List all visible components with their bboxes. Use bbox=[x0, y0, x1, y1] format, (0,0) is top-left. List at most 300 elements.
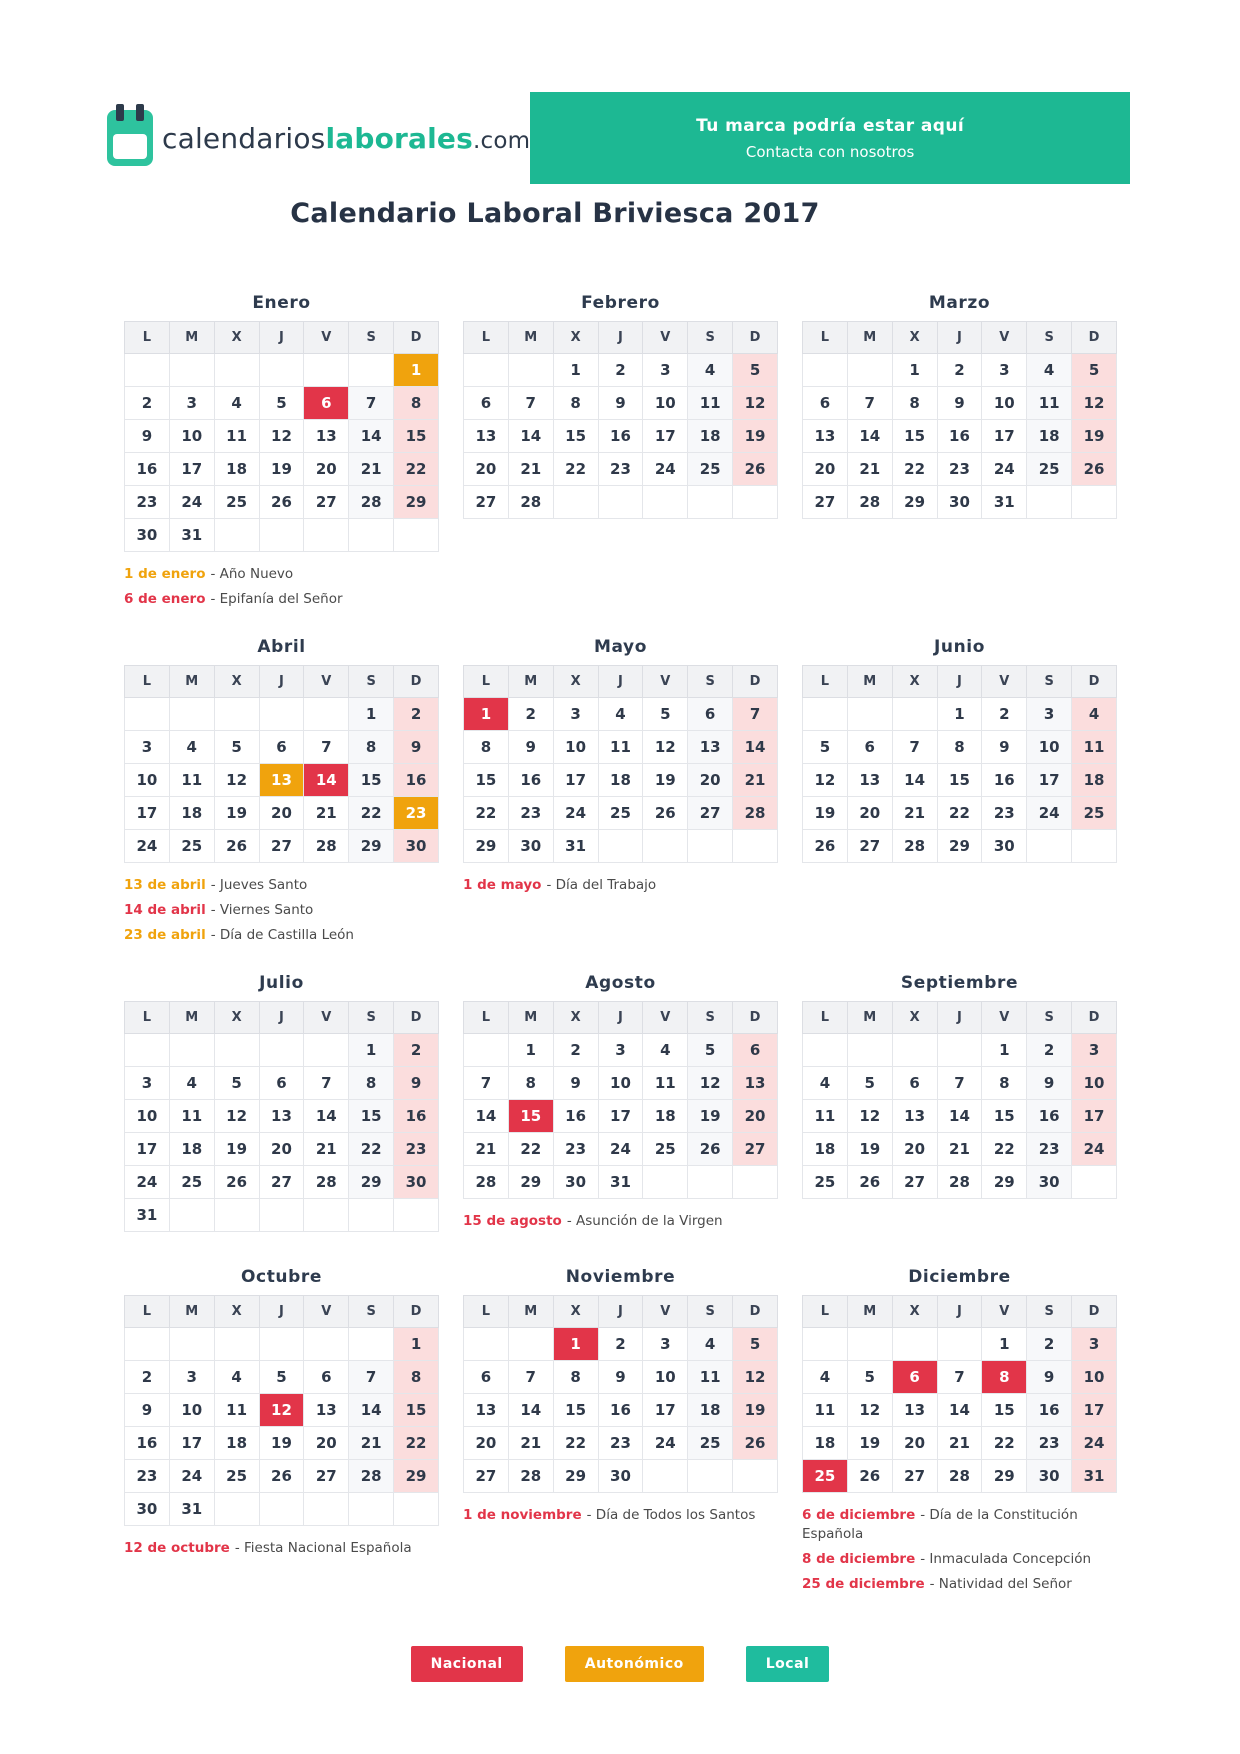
day-cell: 25 bbox=[803, 1166, 848, 1199]
day-cell: 7 bbox=[349, 1361, 394, 1394]
empty-day-cell bbox=[598, 830, 643, 863]
day-cell: 26 bbox=[1072, 453, 1117, 486]
day-cell: 17 bbox=[169, 1427, 214, 1460]
holiday-day-cell: 1 bbox=[394, 354, 439, 387]
day-cell: 18 bbox=[1072, 764, 1117, 797]
day-cell: 19 bbox=[643, 764, 688, 797]
day-cell: 30 bbox=[1027, 1460, 1072, 1493]
day-cell: 14 bbox=[847, 420, 892, 453]
day-cell: 10 bbox=[553, 731, 598, 764]
day-cell: 5 bbox=[688, 1034, 733, 1067]
day-cell: 28 bbox=[937, 1460, 982, 1493]
day-cell: 21 bbox=[847, 453, 892, 486]
day-cell: 3 bbox=[169, 387, 214, 420]
holiday-day-cell: 15 bbox=[508, 1100, 553, 1133]
day-cell: 28 bbox=[349, 1460, 394, 1493]
month-title: Diciembre bbox=[908, 1267, 1011, 1287]
weekday-header: S bbox=[1027, 666, 1072, 698]
day-cell: 13 bbox=[304, 420, 349, 453]
day-cell: 30 bbox=[394, 830, 439, 863]
day-cell: 25 bbox=[1072, 797, 1117, 830]
ad-banner[interactable] bbox=[530, 92, 1130, 184]
day-cell: 20 bbox=[304, 1427, 349, 1460]
day-cell: 26 bbox=[733, 1427, 778, 1460]
empty-day-cell bbox=[304, 1199, 349, 1232]
ad-banner-contact-link[interactable]: Contacta con nosotros bbox=[745, 142, 915, 161]
day-cell: 31 bbox=[1072, 1460, 1117, 1493]
day-cell: 13 bbox=[259, 1100, 304, 1133]
day-cell: 16 bbox=[125, 1427, 170, 1460]
day-cell: 11 bbox=[688, 387, 733, 420]
weekday-header: S bbox=[688, 666, 733, 698]
day-cell: 27 bbox=[688, 797, 733, 830]
day-cell: 29 bbox=[508, 1166, 553, 1199]
weekday-header: V bbox=[304, 1002, 349, 1034]
day-cell: 6 bbox=[304, 1361, 349, 1394]
day-cell: 18 bbox=[803, 1427, 848, 1460]
weekday-header: M bbox=[508, 666, 553, 698]
weekday-header: D bbox=[1072, 1296, 1117, 1328]
holiday-note-description: - Natividad del Señor bbox=[929, 1576, 1072, 1592]
weekday-header: X bbox=[214, 666, 259, 698]
month-title: Mayo bbox=[593, 637, 648, 657]
day-cell: 27 bbox=[259, 1166, 304, 1199]
week-row bbox=[125, 797, 439, 830]
empty-day-cell bbox=[259, 698, 304, 731]
weekday-header: X bbox=[553, 1002, 598, 1034]
day-cell: 10 bbox=[125, 764, 170, 797]
empty-day-cell bbox=[553, 486, 598, 519]
empty-day-cell bbox=[1072, 1166, 1117, 1199]
day-cell: 17 bbox=[982, 420, 1027, 453]
month-table bbox=[463, 665, 778, 863]
week-row bbox=[125, 1166, 439, 1199]
day-cell: 15 bbox=[464, 764, 509, 797]
empty-day-cell bbox=[803, 1034, 848, 1067]
empty-day-cell bbox=[125, 354, 170, 387]
weekday-header-row bbox=[125, 1296, 439, 1328]
day-cell: 15 bbox=[553, 1394, 598, 1427]
day-cell: 26 bbox=[733, 453, 778, 486]
weekday-header: X bbox=[214, 322, 259, 354]
ad-banner-headline: Tu marca podría estar aquí bbox=[696, 115, 965, 136]
week-row bbox=[125, 354, 439, 387]
day-cell: 28 bbox=[304, 830, 349, 863]
empty-day-cell bbox=[214, 698, 259, 731]
holiday-note-description: - Año Nuevo bbox=[210, 566, 294, 582]
weekday-header: L bbox=[464, 322, 509, 354]
weekday-header: V bbox=[982, 1002, 1027, 1034]
weekday-header: M bbox=[847, 1002, 892, 1034]
empty-day-cell bbox=[304, 354, 349, 387]
day-cell: 27 bbox=[304, 486, 349, 519]
weekday-header: L bbox=[464, 1296, 509, 1328]
month-calendar bbox=[124, 1267, 439, 1564]
week-row bbox=[464, 698, 778, 731]
holiday-note-date: 23 de abril bbox=[124, 927, 206, 943]
day-cell: 16 bbox=[394, 764, 439, 797]
legend-nacional-button[interactable]: Nacional bbox=[411, 1646, 523, 1682]
day-cell: 25 bbox=[169, 1166, 214, 1199]
week-row bbox=[464, 1100, 778, 1133]
empty-day-cell bbox=[847, 1328, 892, 1361]
empty-day-cell bbox=[259, 1199, 304, 1232]
weekday-header: J bbox=[598, 666, 643, 698]
week-row bbox=[125, 830, 439, 863]
day-cell: 1 bbox=[553, 354, 598, 387]
day-cell: 17 bbox=[169, 453, 214, 486]
day-cell: 2 bbox=[553, 1034, 598, 1067]
day-cell: 4 bbox=[1027, 354, 1072, 387]
day-cell: 4 bbox=[643, 1034, 688, 1067]
week-row bbox=[125, 519, 439, 552]
day-cell: 17 bbox=[553, 764, 598, 797]
holiday-note-description: - Viernes Santo bbox=[210, 902, 314, 918]
day-cell: 4 bbox=[1072, 698, 1117, 731]
day-cell: 5 bbox=[803, 731, 848, 764]
week-row bbox=[803, 453, 1117, 486]
month-title: Noviembre bbox=[565, 1267, 676, 1287]
holiday-note bbox=[124, 565, 439, 584]
week-row bbox=[464, 1034, 778, 1067]
week-row bbox=[803, 1133, 1117, 1166]
day-cell: 11 bbox=[169, 764, 214, 797]
day-cell: 21 bbox=[464, 1133, 509, 1166]
day-cell: 13 bbox=[464, 420, 509, 453]
empty-day-cell bbox=[1072, 486, 1117, 519]
empty-day-cell bbox=[304, 698, 349, 731]
day-cell: 19 bbox=[847, 1133, 892, 1166]
empty-day-cell bbox=[304, 519, 349, 552]
day-cell: 5 bbox=[733, 354, 778, 387]
holiday-note bbox=[463, 1212, 778, 1231]
month-title: Julio bbox=[259, 973, 304, 993]
page-title: Calendario Laboral Briviesca 2017 bbox=[290, 198, 820, 229]
week-row bbox=[803, 354, 1117, 387]
holiday-day-cell: 23 bbox=[394, 797, 439, 830]
empty-day-cell bbox=[125, 1034, 170, 1067]
calendar-icon-ring-right bbox=[136, 104, 144, 121]
day-cell: 13 bbox=[892, 1394, 937, 1427]
week-row bbox=[125, 1427, 439, 1460]
months-grid bbox=[124, 293, 1237, 1600]
day-cell: 22 bbox=[937, 797, 982, 830]
weekday-header: S bbox=[1027, 1296, 1072, 1328]
holiday-note-description: - Día de Todos los Santos bbox=[586, 1507, 756, 1523]
day-cell: 12 bbox=[1072, 387, 1117, 420]
holiday-note-date: 12 de octubre bbox=[124, 1540, 230, 1556]
empty-day-cell bbox=[733, 1460, 778, 1493]
empty-day-cell bbox=[733, 1166, 778, 1199]
day-cell: 24 bbox=[1072, 1427, 1117, 1460]
day-cell: 13 bbox=[304, 1394, 349, 1427]
empty-day-cell bbox=[803, 354, 848, 387]
weekday-header: J bbox=[259, 666, 304, 698]
day-cell: 10 bbox=[1072, 1067, 1117, 1100]
day-cell: 7 bbox=[508, 1361, 553, 1394]
weekday-header: D bbox=[733, 666, 778, 698]
day-cell: 26 bbox=[214, 830, 259, 863]
day-cell: 24 bbox=[982, 453, 1027, 486]
holiday-note-description: - Jueves Santo bbox=[210, 877, 308, 893]
day-cell: 3 bbox=[1027, 698, 1072, 731]
holiday-day-cell: 13 bbox=[259, 764, 304, 797]
day-cell: 21 bbox=[508, 453, 553, 486]
holiday-note bbox=[802, 1506, 1117, 1544]
empty-day-cell bbox=[304, 1328, 349, 1361]
day-cell: 17 bbox=[125, 1133, 170, 1166]
empty-day-cell bbox=[125, 698, 170, 731]
day-cell: 1 bbox=[349, 1034, 394, 1067]
month-table bbox=[124, 321, 439, 552]
day-cell: 26 bbox=[259, 1460, 304, 1493]
day-cell: 22 bbox=[394, 1427, 439, 1460]
day-cell: 7 bbox=[304, 731, 349, 764]
day-cell: 31 bbox=[553, 830, 598, 863]
weekday-header: X bbox=[892, 1002, 937, 1034]
day-cell: 13 bbox=[803, 420, 848, 453]
day-cell: 4 bbox=[169, 731, 214, 764]
week-row bbox=[803, 1328, 1117, 1361]
holiday-note-date: 15 de agosto bbox=[463, 1213, 562, 1229]
weekday-header: J bbox=[937, 1296, 982, 1328]
holiday-note-description: - Fiesta Nacional Española bbox=[234, 1540, 412, 1556]
day-cell: 16 bbox=[553, 1100, 598, 1133]
day-cell: 1 bbox=[982, 1034, 1027, 1067]
day-cell: 1 bbox=[937, 698, 982, 731]
day-cell: 20 bbox=[304, 453, 349, 486]
weekday-header: S bbox=[349, 1002, 394, 1034]
month-calendar bbox=[802, 293, 1117, 532]
day-cell: 8 bbox=[982, 1067, 1027, 1100]
day-cell: 30 bbox=[394, 1166, 439, 1199]
weekday-header-row bbox=[803, 1002, 1117, 1034]
day-cell: 4 bbox=[688, 354, 733, 387]
day-cell: 15 bbox=[892, 420, 937, 453]
empty-day-cell bbox=[349, 354, 394, 387]
day-cell: 20 bbox=[464, 1427, 509, 1460]
day-cell: 16 bbox=[1027, 1100, 1072, 1133]
day-cell: 20 bbox=[733, 1100, 778, 1133]
month-table bbox=[802, 1295, 1117, 1493]
weekday-header: V bbox=[643, 666, 688, 698]
day-cell: 19 bbox=[803, 797, 848, 830]
day-cell: 14 bbox=[892, 764, 937, 797]
month-calendar bbox=[463, 1267, 778, 1531]
day-cell: 16 bbox=[982, 764, 1027, 797]
day-cell: 16 bbox=[598, 1394, 643, 1427]
day-cell: 11 bbox=[598, 731, 643, 764]
empty-day-cell bbox=[349, 1199, 394, 1232]
day-cell: 27 bbox=[892, 1166, 937, 1199]
empty-day-cell bbox=[214, 354, 259, 387]
empty-day-cell bbox=[892, 1328, 937, 1361]
day-cell: 27 bbox=[259, 830, 304, 863]
day-cell: 24 bbox=[169, 486, 214, 519]
day-cell: 11 bbox=[688, 1361, 733, 1394]
day-cell: 9 bbox=[598, 387, 643, 420]
empty-day-cell bbox=[733, 486, 778, 519]
weekday-header: D bbox=[733, 1296, 778, 1328]
empty-day-cell bbox=[847, 698, 892, 731]
holiday-note-date: 8 de diciembre bbox=[802, 1551, 916, 1567]
week-row bbox=[125, 1394, 439, 1427]
day-cell: 21 bbox=[304, 1133, 349, 1166]
day-cell: 26 bbox=[214, 1166, 259, 1199]
day-cell: 30 bbox=[553, 1166, 598, 1199]
day-cell: 31 bbox=[125, 1199, 170, 1232]
day-cell: 5 bbox=[214, 1067, 259, 1100]
month-table bbox=[124, 1295, 439, 1526]
weekday-header: M bbox=[169, 1002, 214, 1034]
empty-day-cell bbox=[259, 1493, 304, 1526]
day-cell: 22 bbox=[394, 453, 439, 486]
day-cell: 30 bbox=[982, 830, 1027, 863]
month-calendar bbox=[463, 973, 778, 1237]
day-cell: 6 bbox=[847, 731, 892, 764]
day-cell: 11 bbox=[643, 1067, 688, 1100]
empty-day-cell bbox=[349, 1493, 394, 1526]
day-cell: 7 bbox=[733, 698, 778, 731]
holiday-note bbox=[802, 1575, 1117, 1594]
day-cell: 19 bbox=[259, 1427, 304, 1460]
day-cell: 25 bbox=[214, 486, 259, 519]
day-cell: 9 bbox=[394, 1067, 439, 1100]
empty-day-cell bbox=[214, 1034, 259, 1067]
day-cell: 8 bbox=[349, 731, 394, 764]
day-cell: 6 bbox=[733, 1034, 778, 1067]
holiday-note bbox=[463, 1506, 778, 1525]
day-cell: 30 bbox=[125, 1493, 170, 1526]
holiday-day-cell: 8 bbox=[982, 1361, 1027, 1394]
month-calendar bbox=[802, 973, 1117, 1212]
day-cell: 23 bbox=[598, 453, 643, 486]
day-cell: 25 bbox=[169, 830, 214, 863]
day-cell: 11 bbox=[169, 1100, 214, 1133]
empty-day-cell bbox=[643, 1460, 688, 1493]
empty-day-cell bbox=[464, 354, 509, 387]
day-cell: 3 bbox=[125, 1067, 170, 1100]
empty-day-cell bbox=[464, 1034, 509, 1067]
holiday-type-legend bbox=[0, 1646, 1240, 1682]
week-row bbox=[803, 830, 1117, 863]
month-table bbox=[802, 321, 1117, 519]
day-cell: 21 bbox=[733, 764, 778, 797]
day-cell: 5 bbox=[1072, 354, 1117, 387]
weekday-header: J bbox=[937, 322, 982, 354]
month-title: Abril bbox=[257, 637, 306, 657]
day-cell: 6 bbox=[259, 1067, 304, 1100]
day-cell: 15 bbox=[394, 420, 439, 453]
empty-day-cell bbox=[214, 1493, 259, 1526]
day-cell: 23 bbox=[553, 1133, 598, 1166]
day-cell: 9 bbox=[1027, 1361, 1072, 1394]
month-calendar bbox=[463, 293, 778, 532]
day-cell: 9 bbox=[125, 420, 170, 453]
day-cell: 18 bbox=[803, 1133, 848, 1166]
week-row bbox=[125, 1199, 439, 1232]
day-cell: 3 bbox=[1072, 1328, 1117, 1361]
holiday-note-date: 6 de enero bbox=[124, 591, 206, 607]
day-cell: 9 bbox=[508, 731, 553, 764]
day-cell: 16 bbox=[125, 453, 170, 486]
day-cell: 15 bbox=[982, 1100, 1027, 1133]
legend-local-button[interactable]: Local bbox=[746, 1646, 830, 1682]
weekday-header-row bbox=[803, 322, 1117, 354]
weekday-header: M bbox=[508, 1296, 553, 1328]
weekday-header: D bbox=[394, 1002, 439, 1034]
day-cell: 30 bbox=[125, 519, 170, 552]
day-cell: 29 bbox=[394, 486, 439, 519]
day-cell: 15 bbox=[394, 1394, 439, 1427]
month-title: Agosto bbox=[585, 973, 656, 993]
day-cell: 5 bbox=[214, 731, 259, 764]
weekday-header: L bbox=[464, 1002, 509, 1034]
day-cell: 25 bbox=[214, 1460, 259, 1493]
day-cell: 7 bbox=[304, 1067, 349, 1100]
day-cell: 2 bbox=[1027, 1034, 1072, 1067]
week-row bbox=[803, 1394, 1117, 1427]
month-notes bbox=[124, 1539, 439, 1558]
week-row bbox=[125, 1493, 439, 1526]
day-cell: 6 bbox=[464, 1361, 509, 1394]
week-row bbox=[125, 764, 439, 797]
week-row bbox=[803, 764, 1117, 797]
day-cell: 12 bbox=[688, 1067, 733, 1100]
holiday-note-description: - Día del Trabajo bbox=[546, 877, 657, 893]
empty-day-cell bbox=[259, 1328, 304, 1361]
month-table bbox=[802, 1001, 1117, 1199]
day-cell: 22 bbox=[982, 1427, 1027, 1460]
day-cell: 28 bbox=[733, 797, 778, 830]
weekday-header: V bbox=[643, 1296, 688, 1328]
day-cell: 30 bbox=[1027, 1166, 1072, 1199]
week-row bbox=[803, 1034, 1117, 1067]
empty-day-cell bbox=[394, 1493, 439, 1526]
day-cell: 5 bbox=[259, 387, 304, 420]
weekday-header: S bbox=[349, 1296, 394, 1328]
day-cell: 12 bbox=[214, 764, 259, 797]
day-cell: 29 bbox=[464, 830, 509, 863]
weekday-header: D bbox=[394, 322, 439, 354]
weekday-header: S bbox=[688, 1002, 733, 1034]
day-cell: 18 bbox=[1027, 420, 1072, 453]
day-cell: 8 bbox=[892, 387, 937, 420]
day-cell: 7 bbox=[847, 387, 892, 420]
holiday-note-date: 25 de diciembre bbox=[802, 1576, 925, 1592]
legend-autonomico-button[interactable]: Autonómico bbox=[565, 1646, 704, 1682]
month-title: Febrero bbox=[581, 293, 660, 313]
day-cell: 8 bbox=[349, 1067, 394, 1100]
day-cell: 2 bbox=[598, 354, 643, 387]
day-cell: 3 bbox=[125, 731, 170, 764]
day-cell: 30 bbox=[598, 1460, 643, 1493]
week-row bbox=[125, 731, 439, 764]
day-cell: 8 bbox=[553, 1361, 598, 1394]
day-cell: 11 bbox=[214, 420, 259, 453]
holiday-note-date: 13 de abril bbox=[124, 877, 206, 893]
site-logo[interactable] bbox=[107, 92, 530, 184]
day-cell: 12 bbox=[733, 387, 778, 420]
weekday-header: L bbox=[125, 1002, 170, 1034]
day-cell: 8 bbox=[394, 1361, 439, 1394]
empty-day-cell bbox=[304, 1034, 349, 1067]
weekday-header: M bbox=[169, 322, 214, 354]
day-cell: 2 bbox=[394, 1034, 439, 1067]
holiday-day-cell: 25 bbox=[803, 1460, 848, 1493]
day-cell: 26 bbox=[688, 1133, 733, 1166]
day-cell: 26 bbox=[847, 1166, 892, 1199]
